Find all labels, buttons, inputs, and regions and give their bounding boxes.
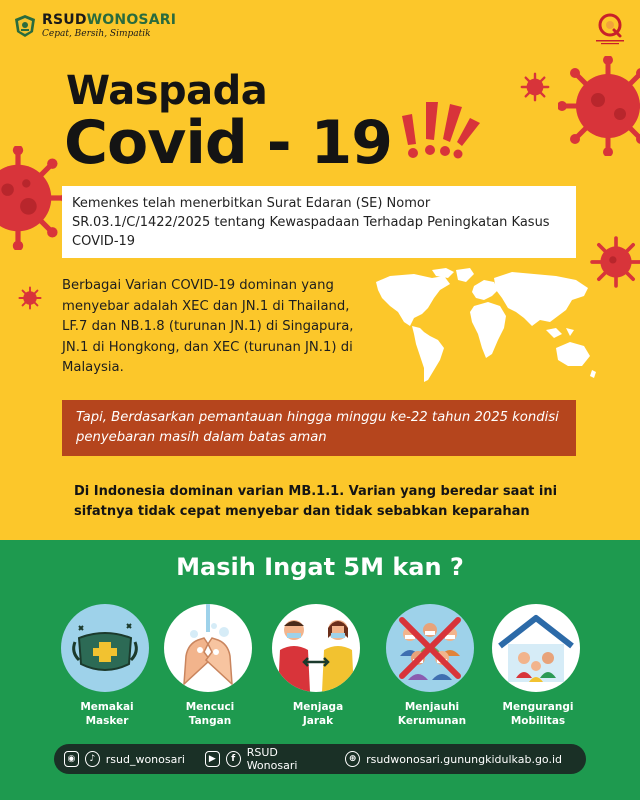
variants-text: Berbagai Varian COVID-19 dominan yang menyebar adalah XEC dan JN.1 di Thailand, LF.7 dan NB.1.8 (turunan JN.1) di Singapura, JN.1 di Hongkong, dan XEC (turunan JN.1) di Malaysia. — [62, 278, 354, 375]
virus-icon — [558, 56, 640, 156]
status-text: Tapi, Berdasarkan pemantauan hingga minggu ke-22 tahun 2025 kondisi penyebaran masih dalam batas aman — [76, 410, 559, 445]
virus-icon — [0, 146, 70, 250]
stay-home-icon — [492, 604, 580, 692]
virus-icon — [590, 236, 640, 288]
handwash-icon — [164, 604, 252, 692]
five-m-item-masker — [61, 604, 153, 728]
hospital-logo — [14, 12, 176, 39]
tiktok-icon[interactable]: ♪ — [85, 751, 100, 767]
virus-icon — [520, 72, 550, 102]
channel-name[interactable]: RSUD Wonosari — [246, 746, 298, 772]
title-line-1: Waspada — [66, 68, 268, 114]
notice-text: Kemenkes telah menerbitkan Surat Edaran (SE) Nomor SR.03.1/C/1422/2025 tentang Kewaspadaan Terhadap Peningkatan Kasus COVID-19 — [72, 196, 550, 249]
partner-logo-icon — [592, 12, 628, 46]
five-m-item-mobilitas — [492, 604, 584, 728]
youtube-icon[interactable]: ▶ — [205, 751, 220, 767]
website-link[interactable]: rsudwonosari.gunungkidulkab.go.id — [366, 752, 562, 766]
instagram-icon[interactable]: ◉ — [64, 751, 79, 767]
five-m-label: Mencuci Tangan — [185, 701, 235, 727]
title-line-2: Covid - 19 — [64, 108, 393, 178]
brand-name: RSUDWONOSARI — [42, 12, 177, 28]
indonesia-paragraph — [74, 482, 574, 522]
world-map-icon — [370, 268, 596, 386]
five-m-item-kerumunan — [386, 604, 478, 728]
five-m-label: Memakai Masker — [80, 701, 134, 727]
distance-icon — [272, 604, 360, 692]
five-m-label: Menjaga Jarak — [292, 701, 344, 727]
brand-tagline: Cepat, Bersih, Simpatik — [42, 29, 151, 39]
social-handle[interactable]: rsud_wonosari — [105, 752, 185, 766]
no-crowd-icon — [386, 604, 474, 692]
five-m-item-jarak — [272, 604, 364, 728]
notice-box — [62, 186, 576, 258]
variants-paragraph — [62, 276, 362, 379]
virus-icon — [18, 286, 42, 310]
status-box — [62, 400, 576, 456]
mask-icon — [61, 604, 149, 692]
exclamation-marks-icon — [398, 94, 486, 164]
indonesia-text: Di Indonesia dominan varian MB.1.1. Varian yang beredar saat ini sifatnya tidak cepat menyebar dan tidak sebabkan keparahan — [74, 484, 558, 519]
five-m-label: Mengurangi Mobilitas — [502, 701, 574, 727]
social-footer — [54, 744, 586, 774]
five-m-title: Masih Ingat 5M kan ? — [176, 553, 464, 581]
emblem-icon — [14, 14, 36, 38]
five-m-item-tangan — [164, 604, 256, 728]
five-m-label: Menjauhi Kerumunan — [397, 701, 467, 727]
globe-icon: ⊕ — [345, 751, 360, 767]
facebook-icon[interactable]: f — [226, 751, 241, 767]
